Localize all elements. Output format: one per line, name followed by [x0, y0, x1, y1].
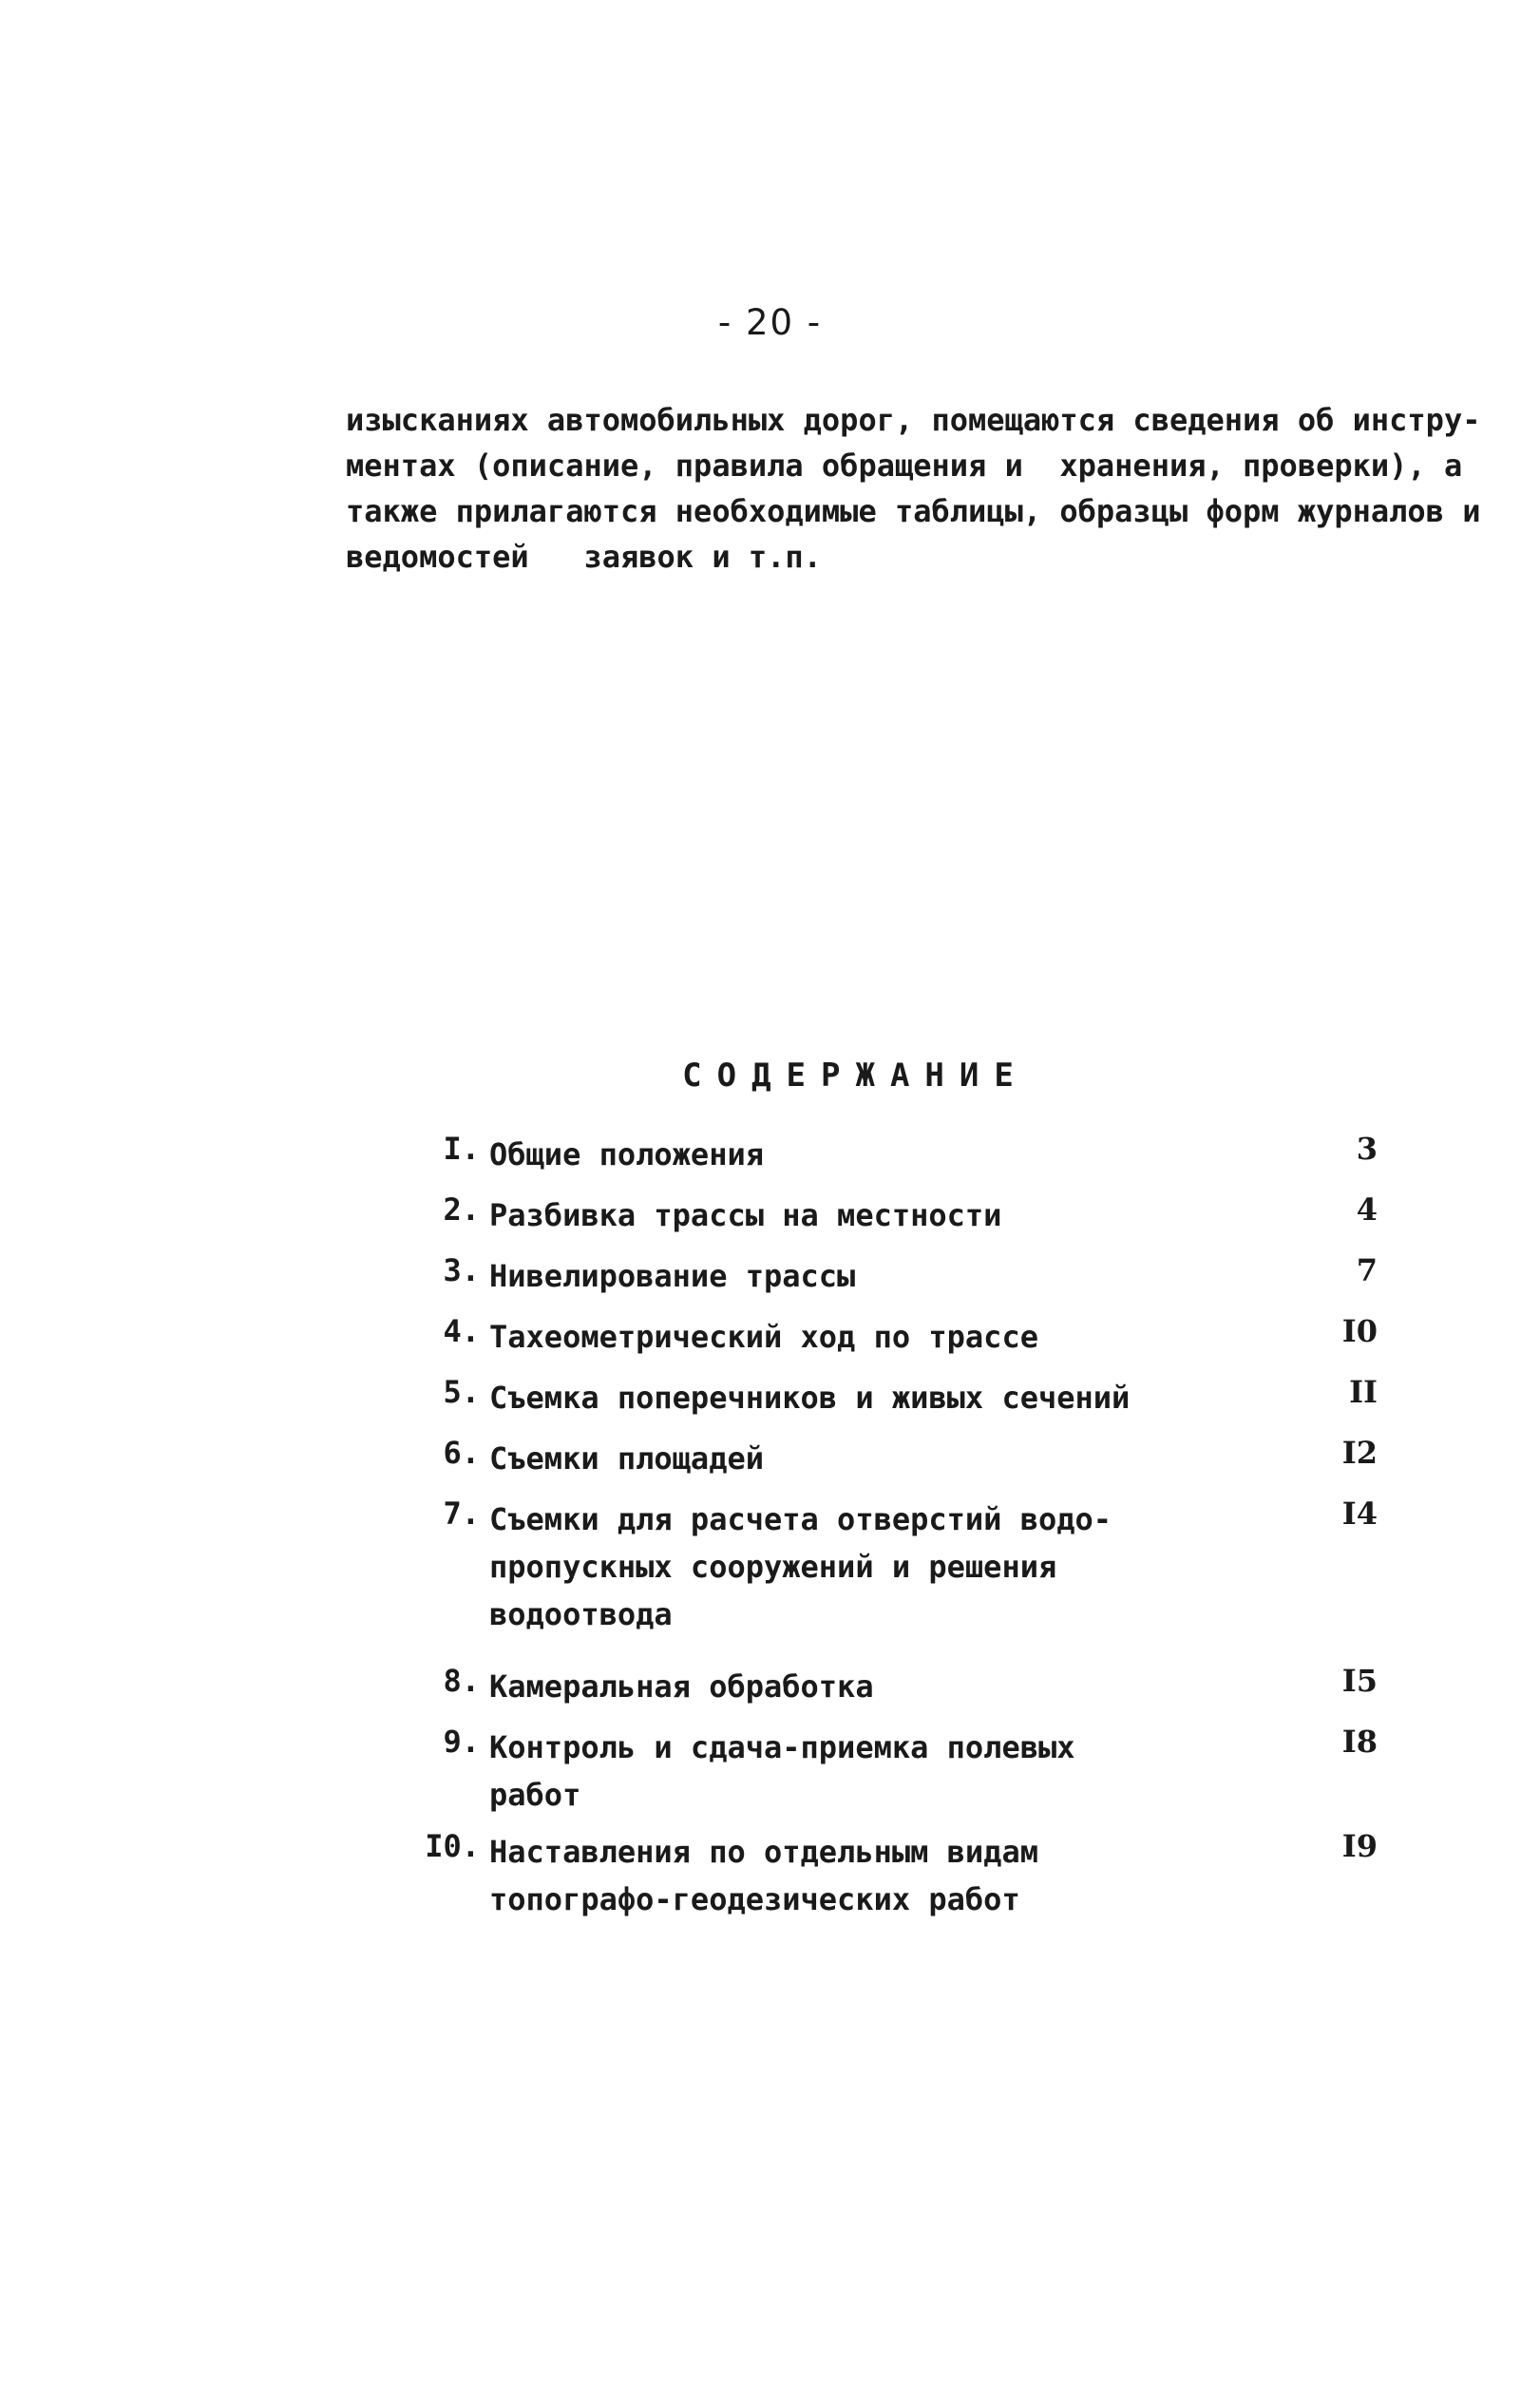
toc-entry-title	[489, 1663, 1173, 1710]
toc-entry-title	[489, 1191, 1173, 1239]
toc-entry-page: 4	[1356, 1191, 1378, 1228]
toc-entry-page: I8	[1341, 1724, 1378, 1760]
toc-entry-title-line: работ	[489, 1777, 581, 1813]
toc-entry-page: I2	[1341, 1435, 1378, 1471]
toc-entry-page: I4	[1341, 1496, 1378, 1532]
toc-entry-page: I0	[1341, 1313, 1378, 1349]
toc-entry-number: I0.	[425, 1828, 480, 1864]
toc-entry-title	[489, 1496, 1173, 1638]
toc-entry-title-line: водоотвода	[489, 1596, 673, 1632]
toc-entry-title	[489, 1828, 1173, 1923]
toc-entry-title-line: Разбивка трассы на местности	[489, 1197, 1002, 1233]
toc-entry-title	[489, 1313, 1173, 1361]
toc-entry-page: 7	[1356, 1252, 1378, 1288]
toc-entry-title-line: топографо-геодезических работ	[489, 1881, 1020, 1917]
toc-entry-page: I9	[1341, 1828, 1378, 1864]
toc-entry-title-line: Камеральная обработка	[489, 1668, 874, 1705]
toc-entry-title-line: Нивелирование трассы	[489, 1258, 856, 1294]
toc-entry-title-line: Съемки для расчета отверстий водо-	[489, 1501, 1112, 1537]
toc-entry-page: 3	[1356, 1131, 1378, 1167]
toc-entry-title-line: пропускных сооружений и решения	[489, 1549, 1057, 1585]
intro-line: ведомостей заявок и т.п.	[346, 539, 822, 575]
toc-entry-title	[489, 1252, 1173, 1300]
toc-entry-number: I.	[443, 1131, 480, 1167]
toc-entry-number: 4.	[443, 1313, 480, 1349]
toc-title: СОДЕРЖАНИЕ	[682, 1057, 1029, 1095]
intro-line: также прилагаются необходимые таблицы, образцы форм журналов и	[346, 493, 1481, 529]
page-number: - 20 -	[717, 302, 823, 343]
toc-entry-number: 2.	[443, 1191, 480, 1228]
toc-entry-number: 7.	[443, 1496, 480, 1532]
toc-entry-title-line: Контроль и сдача-приемка полевых	[489, 1729, 1075, 1765]
toc-entry-number: 5.	[443, 1374, 480, 1410]
toc-entry-title	[489, 1724, 1173, 1819]
toc-entry-title-line: Общие положения	[489, 1136, 764, 1172]
toc-entry-title-line: Съемки площадей	[489, 1440, 764, 1477]
toc-entry-number: 3.	[443, 1252, 480, 1288]
toc-entry-number: 6.	[443, 1435, 480, 1471]
toc-entry-title-line: Наставления по отдельным видам	[489, 1834, 1038, 1870]
toc-entry-title	[489, 1374, 1173, 1421]
intro-line: изысканиях автомобильных дорог, помещаются сведения об инстру-	[346, 402, 1481, 438]
toc-entry-title	[489, 1435, 1173, 1482]
intro-paragraph	[346, 397, 1505, 580]
toc-entry-number: 8.	[443, 1663, 480, 1699]
toc-entry-page: II	[1349, 1374, 1378, 1410]
toc-entry-title-line: Тахеометрический ход по трассе	[489, 1319, 1038, 1355]
toc-entry-page: I5	[1341, 1663, 1378, 1699]
toc-entry-title	[489, 1131, 1173, 1178]
intro-line: ментах (описание, правила обращения и хранения, проверки), а	[346, 448, 1463, 484]
toc-entry-number: 9.	[443, 1724, 480, 1760]
toc-entry-title-line: Съемка поперечников и живых сечений	[489, 1380, 1131, 1416]
